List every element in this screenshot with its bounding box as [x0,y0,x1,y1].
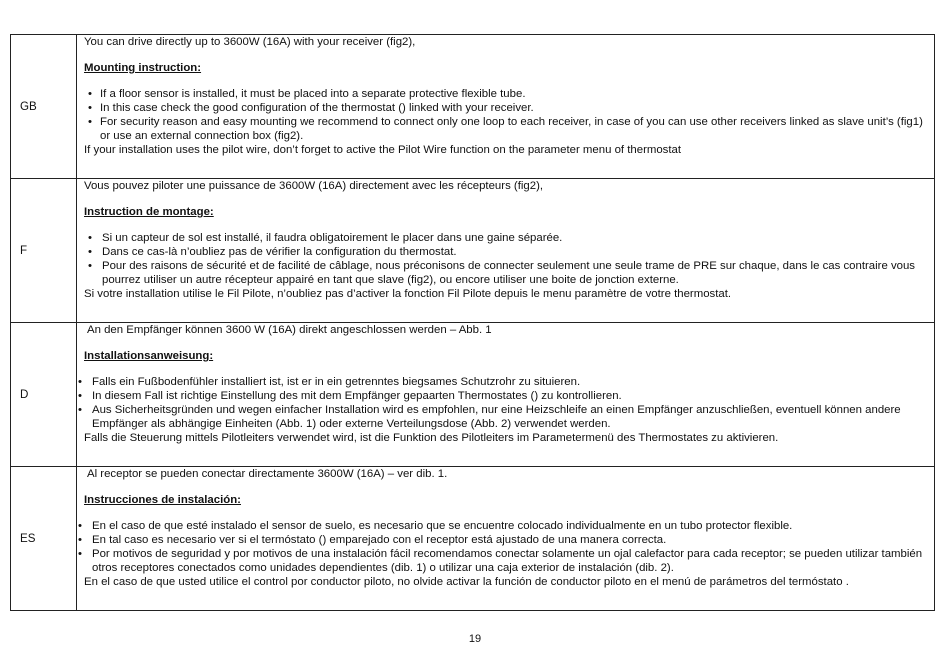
table-row-d [11,323,935,467]
list-item: • En tal caso es necesario ver si el termóstato () emparejado con el receptor está ajustado de una manera correcta. [84,533,928,547]
intro-text: Vous pouvez piloter une puissance de 3600W (16A) directement avec les récepteurs (fig2), [84,180,544,192]
list-item: • Si un capteur de sol est installé, il faudra obligatoirement le placer dans une gaine séparée. [84,231,928,245]
intro-text: An den Empfänger können 3600 W (16A) direkt angeschlossen werden – Abb. 1 [87,324,492,336]
bullet-list [84,87,928,143]
intro-text: Al receptor se pueden conectar directamente 3600W (16A) – ver dib. 1. [87,468,448,480]
list-item: • Falls ein Fußbodenfühler installiert ist, ist er in ein getrenntes biegsames Schutzrohr zu situieren. [84,375,928,389]
list-item: • En el caso de que esté instalado el sensor de suelo, es necesario que se encuentre colocado individualmente en un tubo protector flexible. [84,519,928,533]
list-item: • In diesem Fall ist richtige Einstellung des mit dem Empfänger gepaarten Thermostates () zu kontrollieren. [84,389,928,403]
content-cell [77,35,935,179]
section-heading: Instrucciones de instalación: [84,494,241,506]
list-item: • Pour des raisons de sécurité et de facilité de câblage, nous préconisons de connecter seulement une seule trame de PRE sur chaque, dans le cas contraire vous pourrez utiliser un autre récepteur appairé en tant que slave (fig2), ou encore utiliser une boite de jonction externe. [84,259,928,287]
page-number: 19 [468,633,482,645]
list-item: • Por motivos de seguridad y por motivos de una instalación fácil recomendamos conectar solamente un ojal calefactor para cada receptor; se pueden utilizar también otros receptores conectados como unidades dependientes (dib. 1) o utilizar una caja exterior de instalación (dib. 2). [84,547,928,575]
content-cell [77,467,935,611]
language-label: D [11,323,77,467]
section-heading: Instruction de montage: [84,206,214,218]
footer-text: En el caso de que usted utilice el control por conductor piloto, no olvide activar la función de conductor piloto en el menú de parámetros del termóstato . [84,576,849,588]
list-item: • For security reason and easy mounting we recommend to connect only one loop to each receiver, in case of you can use other receivers linked as slave unit’s (fig1) or use an external connection box (fig2). [84,115,928,143]
bullet-list [84,375,928,431]
table-row-f [11,179,935,323]
language-label: GB [11,35,77,179]
list-item: • Dans ce cas-là n’oubliez pas de vérifier la configuration du thermostat. [84,245,928,259]
section-heading: Installationsanweisung: [84,350,214,362]
table-row-gb [11,35,935,179]
footer-text: Falls die Steuerung mittels Pilotleiters verwendet wird, ist die Funktion des Pilotleiters im Parametermenü des Thermostates zu aktivieren. [84,432,779,444]
footer-text: If your installation uses the pilot wire, don’t forget to active the Pilot Wire function on the parameter menu of thermostat [84,144,682,156]
instruction-table [10,34,935,611]
intro-text: You can drive directly up to 3600W (16A) with your receiver (fig2), [84,36,416,48]
list-item: • In this case check the good configuration of the thermostat () linked with your receiver. [84,101,928,115]
table-row-es [11,467,935,611]
content-cell [77,179,935,323]
list-item: • If a floor sensor is installed, it must be placed into a separate protective flexible tube. [84,87,928,101]
footer-text: Si votre installation utilise le Fil Pilote, n’oubliez pas d’activer la fonction Fil Pilote depuis le menu paramètre de votre thermostat. [84,288,732,300]
bullet-list [84,231,928,287]
language-label: F [11,179,77,323]
section-heading: Mounting instruction: [84,62,202,74]
language-label: ES [11,467,77,611]
list-item: • Aus Sicherheitsgründen und wegen einfacher Installation wird es empfohlen, nur eine Heizschleife an einen Empfänger anzuschließen, eventuell können andere Empfänger als abhängige Einheiten (Abb. 1) oder externe Verteilungsdose (Abb. 2) verwendet werden. [84,403,928,431]
content-cell [77,323,935,467]
bullet-list [84,519,928,575]
